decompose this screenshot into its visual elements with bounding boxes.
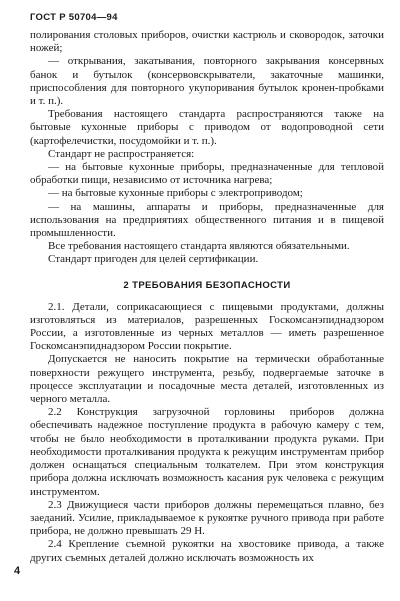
section-body xyxy=(30,301,384,565)
standard-header: ГОСТ Р 50704—94 xyxy=(30,12,118,23)
section-paragraph: 2.2 Конструкция загрузочной горловины приборов должна обеспечивать надежное поступление продукта в рабочую камеру с тем, чтобы не было необходимости в проталкивании продукта руками. При необходимости проталкивания продукта к режущим инструментам прибор должен оснащаться специальным толкателем. При этом конструкция прибора должна исключать возможность касания рук человека с режущим инструментом. xyxy=(30,406,384,498)
intro-line: Стандарт пригоден для целей сертификации. xyxy=(48,253,259,266)
section-paragraph: 2.4 Крепление съемной рукоятки на хвостовике привода, а также других съемных деталей должно исключать возможность их xyxy=(30,538,384,564)
intro-line: — на бытовые кухонные приборы, предназначенные для тепловой обработки пищи, независимо от источника нагрева; xyxy=(30,161,384,187)
section-title: 2 ТРЕБОВАНИЯ БЕЗОПАСНОСТИ xyxy=(123,279,291,291)
intro-line: — на бытовые кухонные приборы с электроприводом; xyxy=(48,187,303,200)
intro-line: Все требования настоящего стандарта являются обязательными. xyxy=(48,240,350,253)
section-paragraph: Допускается не наносить покрытие на термически обработанные поверхности режущего инструмента, резьбу, подвергаемые заточке в процессе эксплуатации и посадочные места деталей, изготовленных из черного металла. xyxy=(30,353,384,406)
intro-line: полирования столовых приборов, очистки кастрюль и сковородок, заточки ножей; xyxy=(30,29,384,55)
intro-line: Стандарт не распространяется: xyxy=(48,147,195,160)
section-paragraph: 2.1. Детали, соприкасающиеся с пищевыми продуктами, должны изготовляться из материалов, разрешенных Госкомсанэпиднадзором России, а изготовленные из черных металлов — иметь разрешенное Госкомсанэпиднадзором России покрытие. xyxy=(30,300,384,353)
intro-line: — на машины, аппараты и приборы, предназначенные для использования на предприятиях общественного питания и в пищевой промышленности. xyxy=(30,200,384,240)
page-number: 4 xyxy=(14,565,21,577)
intro-line: Требования настоящего стандарта распространяются также на бытовые кухонные приборы с приводом от водопроводной сети (картофелечистки, посудомойки и т. п.). xyxy=(30,108,384,147)
intro-block xyxy=(30,29,384,267)
section-paragraph: 2.3 Движущиеся части приборов должны перемещаться плавно, без заеданий. Усилие, прикладываемое к рукоятке ручного привода при работе прибора, не должно превышать 29 Н. xyxy=(30,498,384,538)
intro-line: — открывания, закатывания, повторного закрывания консервных банок и бутылок (консервовскрыватели, закаточные машинки, приспособления для повторного укупоривания бутылок кронен-пробками и т. п.). xyxy=(30,55,384,108)
